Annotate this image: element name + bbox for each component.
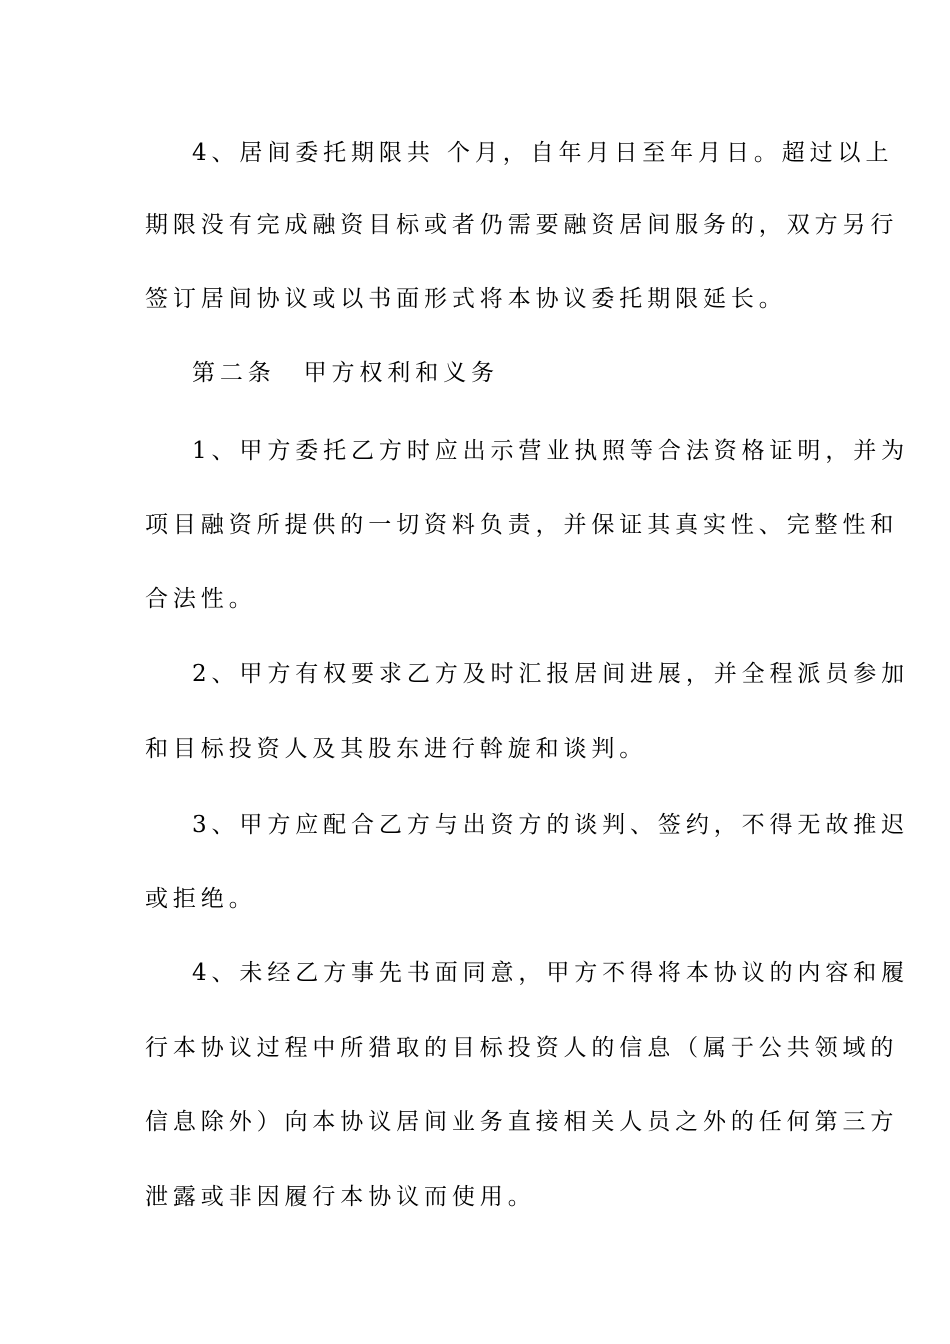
clause-2-1-line-3: 合法性。 <box>145 586 257 612</box>
clause-2-4-line-4: 泄露或非因履行本协议而使用。 <box>145 1184 536 1210</box>
clause-2-2-line-1: 2、甲方有权要求乙方及时汇报居间进展，并全程派员参加 <box>192 661 910 687</box>
clause-2-4-line-3: 信息除外）向本协议居间业务直接相关人员之外的任何第三方 <box>145 1109 899 1135</box>
article-2-heading: 第二条 甲方权利和义务 <box>192 360 499 386</box>
clause-2-3-line-2: 或拒绝。 <box>145 886 257 912</box>
clause-2-4-line-1: 4、未经乙方事先书面同意，甲方不得将本协议的内容和履 <box>192 960 910 986</box>
clause-1-4-line-2: 期限没有完成融资目标或者仍需要融资居间服务的，双方另行 <box>145 212 899 238</box>
clause-1-4-line-1: 4、居间委托期限共 个月，自年月日至年月日。超过以上 <box>192 140 894 166</box>
clause-2-1-line-1: 1、甲方委托乙方时应出示营业执照等合法资格证明，并为 <box>192 438 910 464</box>
clause-2-1-line-2: 项目融资所提供的一切资料负责，并保证其真实性、完整性和 <box>145 512 899 538</box>
clause-1-4-line-3: 签订居间协议或以书面形式将本协议委托期限延长。 <box>145 286 787 312</box>
clause-2-3-line-1: 3、甲方应配合乙方与出资方的谈判、签约，不得无故推迟 <box>192 812 910 838</box>
clause-2-2-line-2: 和目标投资人及其股东进行斡旋和谈判。 <box>145 736 648 762</box>
clause-2-4-line-2: 行本协议过程中所猎取的目标投资人的信息（属于公共领域的 <box>145 1035 899 1061</box>
